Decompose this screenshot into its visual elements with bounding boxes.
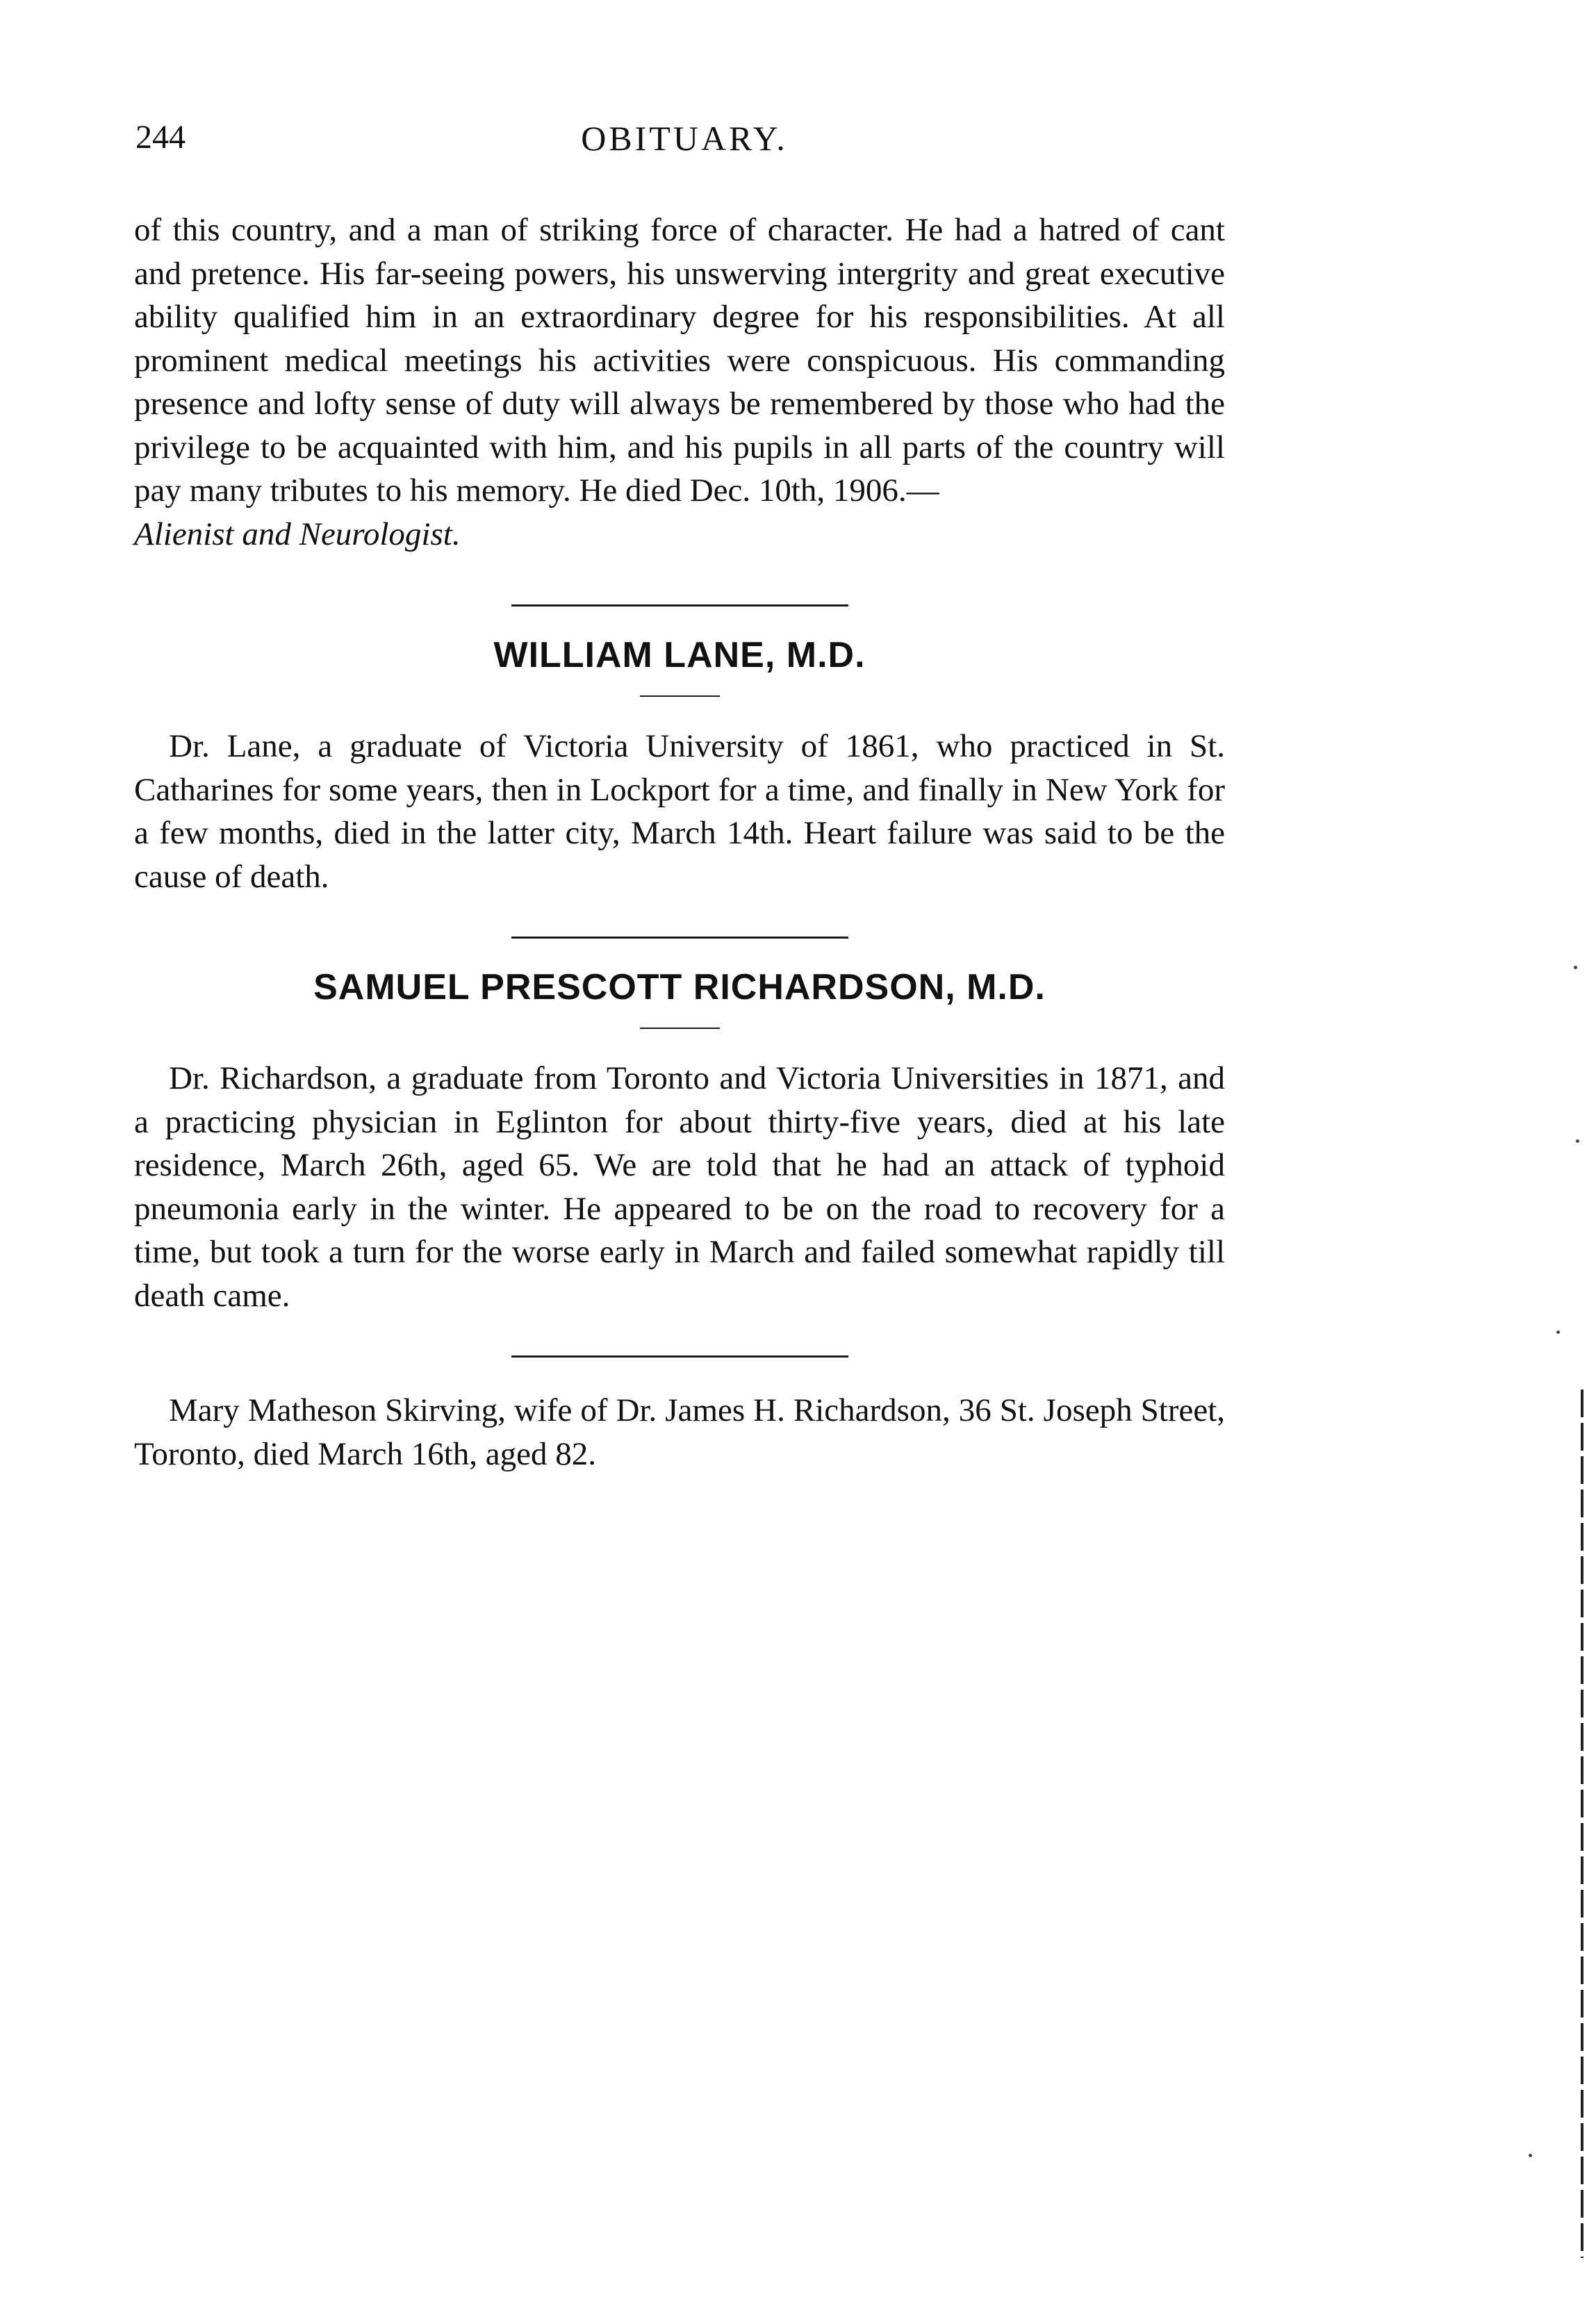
scan-speck <box>1529 2154 1532 2157</box>
scan-speck <box>1574 966 1577 969</box>
page-header <box>135 118 1233 167</box>
running-head: OBITUARY. <box>581 119 788 158</box>
section-divider <box>511 604 848 607</box>
text-column <box>134 208 1225 1476</box>
obituary-text-lane: Dr. Lane, a graduate of Victoria University of 1861, who practiced in St. Catharines for some years, then in Lockport for a time, and finally in New York for a few months, died in the latter city, March 14th. Heart failure was said to be the cause of death. <box>134 728 1225 895</box>
scan-edge-mark <box>1581 1390 1583 2258</box>
section-divider <box>511 937 848 939</box>
obituary-heading-richardson: SAMUEL PRESCOTT RICHARDSON, M.D. <box>313 967 1046 1007</box>
continued-obituary-text: of this country, and a man of striking force of character. He had a hatred of cant and pretence. His far-seeing powers, his unswerving intergrity and great executive ability qualified him in an extraordinary degree for his responsibilities. At all prominent medical meetings his activities were conspicuous. His commanding presence and lofty sense of duty will always be remembered by those who had the privilege to be acquainted with him, and his pupils in all parts of the country will pay many tributes to his memory. He died Dec. 10th, 1906.— <box>134 212 1225 509</box>
source-citation: Alienist and Neurologist. <box>134 516 461 552</box>
obituary-text-richardson: Dr. Richardson, a graduate from Toronto and Victoria Universities in 1871, and a practicing physician in Eglinton for about thirty-five years, died at his late residence, March 26th, aged 65. We are told that he had an attack of typhoid pneumonia early in the winter. He appeared to be on the road to recovery for a time, but took a turn for the worse early in March and failed somewhat rapidly till death came. <box>134 1060 1225 1314</box>
continued-obituary-paragraph <box>134 208 1225 556</box>
obituary-text-skirving: Mary Matheson Skirving, wife of Dr. James H. Richardson, 36 St. Joseph Street, Toronto, died March 16th, aged 82. <box>134 1392 1225 1472</box>
obituary-heading-lane: WILLIAM LANE, M.D. <box>493 635 866 675</box>
page-number: 244 <box>135 119 186 156</box>
section-divider <box>511 1355 848 1358</box>
scan-speck <box>1556 1330 1560 1334</box>
scan-speck <box>1576 1139 1579 1143</box>
heading-underline <box>640 695 720 697</box>
heading-underline <box>640 1028 720 1029</box>
